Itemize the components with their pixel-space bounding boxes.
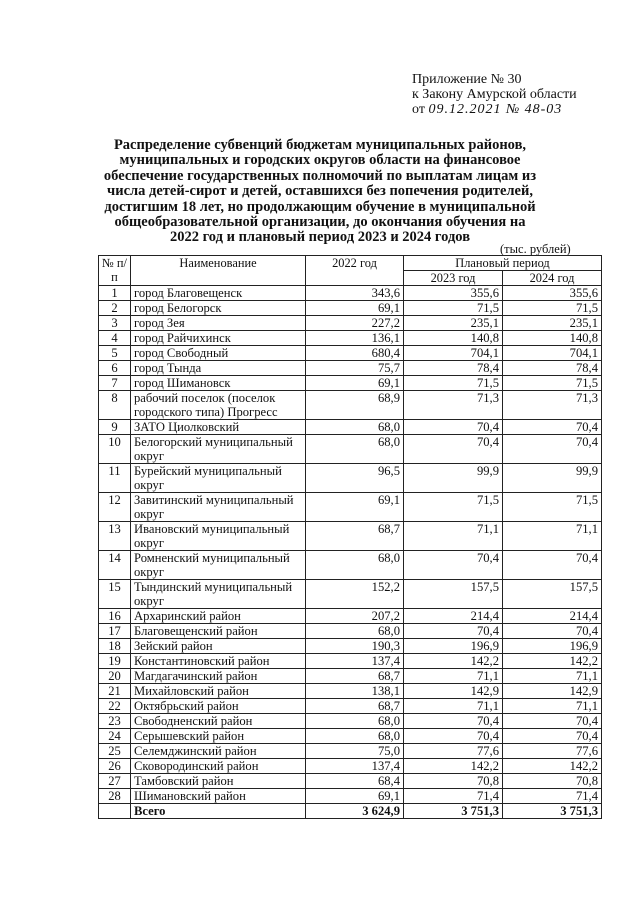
header-name: Наименование	[131, 256, 306, 286]
row-number: 28	[99, 789, 131, 804]
row-value-2024: 214,4	[503, 609, 602, 624]
header-plan-period: Плановый период	[404, 256, 602, 271]
table-row	[99, 522, 602, 551]
row-value-2023: 78,4	[404, 361, 503, 376]
row-value-2023: 70,4	[404, 624, 503, 639]
table-row	[99, 331, 602, 346]
row-name: Архаринский район	[131, 609, 306, 624]
row-value-2023: 142,9	[404, 684, 503, 699]
row-value-2022: 227,2	[306, 316, 404, 331]
row-value-2024: 71,1	[503, 522, 602, 551]
row-value-2022: 680,4	[306, 346, 404, 361]
row-name: город Райчихинск	[131, 331, 306, 346]
row-value-2023: 70,4	[404, 714, 503, 729]
row-name: Магдагачинский район	[131, 669, 306, 684]
appendix-handwritten-date: 09.12.2021 № 48-03	[428, 102, 563, 117]
row-value-2024: 71,5	[503, 301, 602, 316]
row-value-2023: 71,5	[404, 301, 503, 316]
row-number: 2	[99, 301, 131, 316]
table-row	[99, 759, 602, 774]
row-number: 22	[99, 699, 131, 714]
row-number: 1	[99, 286, 131, 301]
table-row	[99, 714, 602, 729]
row-value-2022: 190,3	[306, 639, 404, 654]
row-name: Бурейский муниципальный округ	[131, 464, 306, 493]
row-value-2024: 235,1	[503, 316, 602, 331]
appendix-number: Приложение № 30	[412, 72, 522, 87]
table-row	[99, 391, 602, 420]
row-number: 11	[99, 464, 131, 493]
row-value-2024: 99,9	[503, 464, 602, 493]
row-number: 12	[99, 493, 131, 522]
table-row	[99, 361, 602, 376]
row-value-2022: 68,9	[306, 391, 404, 420]
row-value-2023: 196,9	[404, 639, 503, 654]
table-row	[99, 420, 602, 435]
row-name: город Шимановск	[131, 376, 306, 391]
row-value-2024: 70,4	[503, 624, 602, 639]
row-name: город Свободный	[131, 346, 306, 361]
row-value-2024: 355,6	[503, 286, 602, 301]
row-value-2022: 207,2	[306, 609, 404, 624]
row-value-2024: 70,4	[503, 435, 602, 464]
row-value-2024: 140,8	[503, 331, 602, 346]
row-value-2023: 71,5	[404, 376, 503, 391]
header-2022: 2022 год	[306, 256, 404, 286]
total-label: Всего	[131, 804, 306, 819]
appendix-date-line	[412, 102, 577, 117]
table-row	[99, 669, 602, 684]
row-value-2022: 68,7	[306, 669, 404, 684]
row-value-2022: 152,2	[306, 580, 404, 609]
row-value-2024: 71,1	[503, 699, 602, 714]
table-row	[99, 580, 602, 609]
row-value-2023: 704,1	[404, 346, 503, 361]
row-value-2022: 96,5	[306, 464, 404, 493]
row-value-2023: 235,1	[404, 316, 503, 331]
row-number: 25	[99, 744, 131, 759]
row-value-2023: 142,2	[404, 759, 503, 774]
row-value-2023: 70,4	[404, 435, 503, 464]
row-number: 14	[99, 551, 131, 580]
row-name: Завитинский муниципальный округ	[131, 493, 306, 522]
total-2022: 3 624,9	[306, 804, 404, 819]
row-number: 19	[99, 654, 131, 669]
table-row	[99, 346, 602, 361]
row-number: 6	[99, 361, 131, 376]
row-name: Тындинский муниципальный округ	[131, 580, 306, 609]
row-value-2024: 196,9	[503, 639, 602, 654]
total-row	[99, 804, 602, 819]
table-body	[99, 286, 602, 819]
row-value-2024: 77,6	[503, 744, 602, 759]
row-value-2024: 71,3	[503, 391, 602, 420]
row-number: 23	[99, 714, 131, 729]
row-value-2024: 70,4	[503, 551, 602, 580]
row-number: 4	[99, 331, 131, 346]
row-name: Октябрьский район	[131, 699, 306, 714]
row-value-2023: 140,8	[404, 331, 503, 346]
row-name: Зейский район	[131, 639, 306, 654]
row-value-2023: 157,5	[404, 580, 503, 609]
row-value-2023: 70,4	[404, 551, 503, 580]
row-number: 7	[99, 376, 131, 391]
row-number: 15	[99, 580, 131, 609]
table-row	[99, 639, 602, 654]
row-value-2022: 68,4	[306, 774, 404, 789]
table-row	[99, 744, 602, 759]
row-value-2022: 68,7	[306, 699, 404, 714]
total-2024: 3 751,3	[503, 804, 602, 819]
row-value-2024: 142,9	[503, 684, 602, 699]
row-value-2023: 355,6	[404, 286, 503, 301]
total-number-cell	[99, 804, 131, 819]
row-number: 13	[99, 522, 131, 551]
row-value-2023: 70,4	[404, 420, 503, 435]
row-name: Ивановский муниципальный округ	[131, 522, 306, 551]
row-value-2024: 71,4	[503, 789, 602, 804]
row-value-2023: 71,1	[404, 669, 503, 684]
row-name: город Зея	[131, 316, 306, 331]
row-name: ЗАТО Циолковский	[131, 420, 306, 435]
row-name: город Благовещенск	[131, 286, 306, 301]
table-row	[99, 609, 602, 624]
row-value-2024: 142,2	[503, 759, 602, 774]
units-label: (тыс. рублей)	[500, 242, 571, 256]
row-name: Михайловский район	[131, 684, 306, 699]
row-name: Селемджинский район	[131, 744, 306, 759]
row-value-2022: 69,1	[306, 376, 404, 391]
row-number: 20	[99, 669, 131, 684]
row-name: Тамбовский район	[131, 774, 306, 789]
row-number: 18	[99, 639, 131, 654]
table-row	[99, 699, 602, 714]
row-number: 3	[99, 316, 131, 331]
row-value-2023: 214,4	[404, 609, 503, 624]
row-value-2022: 68,0	[306, 551, 404, 580]
appendix-law-ref: к Закону Амурской области	[412, 87, 577, 102]
table-row	[99, 774, 602, 789]
row-name: Белогорский муниципальный округ	[131, 435, 306, 464]
row-value-2022: 75,0	[306, 744, 404, 759]
row-number: 27	[99, 774, 131, 789]
row-value-2023: 70,4	[404, 729, 503, 744]
table-row	[99, 301, 602, 316]
row-number: 24	[99, 729, 131, 744]
row-number: 8	[99, 391, 131, 420]
row-value-2023: 99,9	[404, 464, 503, 493]
table-row	[99, 789, 602, 804]
row-value-2022: 137,4	[306, 759, 404, 774]
row-value-2024: 157,5	[503, 580, 602, 609]
row-value-2022: 69,1	[306, 789, 404, 804]
row-value-2024: 70,8	[503, 774, 602, 789]
row-value-2023: 71,3	[404, 391, 503, 420]
row-name: рабочий поселок (поселок городского типа) Прогресс	[131, 391, 306, 420]
row-name: Сковородинский район	[131, 759, 306, 774]
table-row	[99, 435, 602, 464]
row-value-2023: 70,8	[404, 774, 503, 789]
row-value-2022: 136,1	[306, 331, 404, 346]
appendix-header	[412, 72, 577, 117]
row-value-2022: 68,0	[306, 714, 404, 729]
table-row	[99, 464, 602, 493]
row-value-2022: 75,7	[306, 361, 404, 376]
row-value-2022: 137,4	[306, 654, 404, 669]
row-value-2024: 71,1	[503, 669, 602, 684]
row-value-2024: 70,4	[503, 729, 602, 744]
row-name: Свободненский район	[131, 714, 306, 729]
row-value-2022: 138,1	[306, 684, 404, 699]
row-value-2023: 77,6	[404, 744, 503, 759]
subvention-table	[98, 255, 602, 819]
row-value-2024: 142,2	[503, 654, 602, 669]
table-row	[99, 624, 602, 639]
row-value-2023: 71,4	[404, 789, 503, 804]
row-name: город Белогорск	[131, 301, 306, 316]
row-value-2022: 68,0	[306, 729, 404, 744]
row-value-2022: 68,0	[306, 420, 404, 435]
row-value-2022: 69,1	[306, 493, 404, 522]
row-number: 21	[99, 684, 131, 699]
row-name: Шимановский район	[131, 789, 306, 804]
document-title: Распределение субвенций бюджетам муниципальных районов, муниципальных и городских округов области на финансовое обеспечение государственных полномочий по выплатам лицам из числа детей-сирот и детей, оставшихся без попечения родителей, достигшим 18 лет, но продолжающим обучение в муниципальной общеобразовательной организации, до окончания обучения на 2022 год и плановый период 2023 и 2024 годов	[103, 137, 537, 246]
row-value-2024: 78,4	[503, 361, 602, 376]
row-value-2022: 69,1	[306, 301, 404, 316]
row-name: Константиновский район	[131, 654, 306, 669]
row-value-2024: 71,5	[503, 376, 602, 391]
row-value-2022: 68,0	[306, 624, 404, 639]
row-name: Ромненский муниципальный округ	[131, 551, 306, 580]
row-value-2023: 71,1	[404, 699, 503, 714]
row-name: Благовещенский район	[131, 624, 306, 639]
row-value-2024: 71,5	[503, 493, 602, 522]
row-name: Серышевский район	[131, 729, 306, 744]
table-row	[99, 729, 602, 744]
row-number: 5	[99, 346, 131, 361]
table-row	[99, 286, 602, 301]
header-2024: 2024 год	[503, 271, 602, 286]
table-row	[99, 684, 602, 699]
total-2023: 3 751,3	[404, 804, 503, 819]
row-number: 17	[99, 624, 131, 639]
table-row	[99, 316, 602, 331]
header-2023: 2023 год	[404, 271, 503, 286]
row-value-2024: 70,4	[503, 420, 602, 435]
row-number: 16	[99, 609, 131, 624]
row-value-2022: 343,6	[306, 286, 404, 301]
table-row	[99, 376, 602, 391]
row-value-2023: 142,2	[404, 654, 503, 669]
row-value-2024: 704,1	[503, 346, 602, 361]
row-name: город Тында	[131, 361, 306, 376]
row-value-2023: 71,1	[404, 522, 503, 551]
appendix-date-prefix: от	[412, 102, 425, 117]
row-value-2022: 68,0	[306, 435, 404, 464]
table-row	[99, 493, 602, 522]
row-value-2022: 68,7	[306, 522, 404, 551]
table-row	[99, 654, 602, 669]
row-number: 26	[99, 759, 131, 774]
table-row	[99, 551, 602, 580]
row-value-2023: 71,5	[404, 493, 503, 522]
header-number: № п/п	[99, 256, 131, 286]
row-number: 10	[99, 435, 131, 464]
row-value-2024: 70,4	[503, 714, 602, 729]
row-number: 9	[99, 420, 131, 435]
